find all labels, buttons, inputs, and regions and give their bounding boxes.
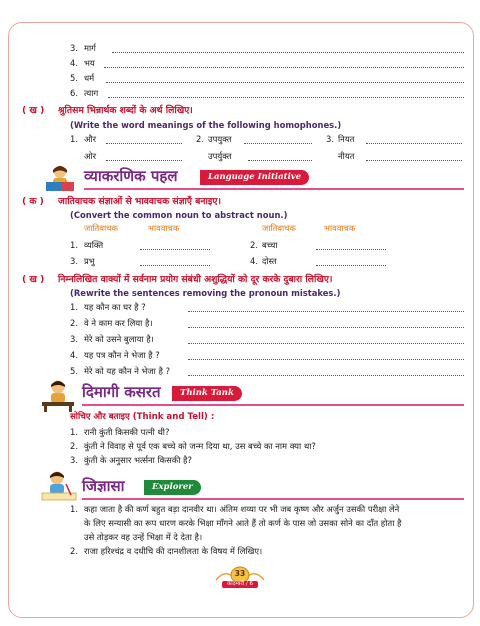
item-text-line: उसे तोड़कर वह उन्हें भिक्षा में दे देता है। bbox=[84, 532, 203, 542]
column-header: जातिवाचक bbox=[262, 223, 296, 233]
list-num: 5. bbox=[70, 73, 78, 83]
item-sentence: मेरे को यह कौन ने भेजा है ? bbox=[84, 366, 171, 376]
item-num: 3. bbox=[70, 334, 78, 344]
item-word: प्रभु bbox=[84, 256, 95, 266]
banner-title: जिज्ञासा bbox=[82, 477, 125, 495]
answer-line[interactable] bbox=[188, 311, 464, 312]
item-word: दोस्त bbox=[262, 256, 277, 266]
think-heading: सोचिए और बताइए (Think and Tell) : bbox=[70, 412, 215, 422]
section-english: (Rewrite the sentences removing the pronoun mistakes.) bbox=[70, 288, 341, 298]
item-sentence: वे ने काम कर लिया है। bbox=[84, 318, 153, 328]
answer-line[interactable] bbox=[112, 52, 464, 53]
answer-line[interactable] bbox=[106, 160, 182, 161]
item-question: रानी कुंती किसकी पत्नी थी? bbox=[84, 427, 170, 437]
answer-line[interactable] bbox=[106, 143, 182, 144]
column-header: भाववाचक bbox=[148, 223, 180, 233]
item-num: 5. bbox=[70, 366, 78, 376]
item-text-line: राजा हरिश्चंद्र व दधीचि की दानशीलता के विषय में लिखिए। bbox=[84, 546, 263, 556]
item-num: 2. bbox=[70, 546, 78, 556]
list-num: 3. bbox=[70, 43, 78, 53]
page-number: 33 bbox=[234, 569, 246, 578]
answer-line[interactable] bbox=[188, 375, 464, 376]
section-title: निम्नलिखित वाक्यों में सर्वनाम प्रयोग संबंधी अशुद्धियों को दूर करके दुबारा लिखिए। bbox=[58, 274, 333, 285]
item-word: नीयत bbox=[338, 151, 355, 161]
item-word: ओर bbox=[84, 151, 96, 161]
list-word: त्याग bbox=[84, 88, 99, 98]
item-num: 3. bbox=[326, 134, 334, 144]
item-sentence: यह कौन का घर है ? bbox=[84, 302, 146, 312]
item-text-line: कहा जाता है की कर्ण बहुत बड़ा दानवीर था। अंतिम शय्या पर भी जब कृष्ण और अर्जुन उसकी परीक्षा लेने bbox=[84, 504, 400, 514]
item-num: 2. bbox=[196, 134, 204, 144]
item-question: कुंती ने विवाह से पूर्व एक बच्चे को जन्म दिया था, उस बच्चे का नाम क्या था? bbox=[84, 441, 316, 451]
banner-title: दिमागी कसरत bbox=[82, 383, 161, 401]
banner-tag: Language Initiative bbox=[200, 170, 309, 185]
writing-student-icon bbox=[40, 470, 78, 502]
item-num: 1. bbox=[70, 134, 78, 144]
answer-line[interactable] bbox=[366, 143, 462, 144]
item-word: और bbox=[84, 134, 96, 144]
list-num: 4. bbox=[70, 58, 78, 68]
item-num: 1. bbox=[70, 302, 78, 312]
section-title: जातिवाचक संज्ञाओं से भाववाचक संज्ञाएँ बनाइए। bbox=[58, 196, 221, 207]
section-label: ( ख ) bbox=[22, 105, 45, 116]
item-num: 1. bbox=[70, 504, 78, 514]
list-word: धर्म bbox=[84, 73, 95, 83]
item-sentence: मेरे को उसने बुलाया है। bbox=[84, 334, 154, 344]
book-name: कादम्बरी / 6 bbox=[226, 581, 254, 587]
item-word: बच्चा bbox=[262, 240, 278, 250]
item-text-line: के लिए सन्यासी का रूप धारण करके भिक्षा माँगने आते हैं तो कर्ण के पास जो उसका सोने का दाँत होता है bbox=[84, 518, 402, 528]
reading-girl-icon bbox=[40, 164, 78, 194]
column-header: जातिवाचक bbox=[84, 223, 118, 233]
item-num: 2. bbox=[250, 240, 258, 250]
item-num: 1. bbox=[70, 240, 78, 250]
banner-underline bbox=[82, 404, 464, 406]
item-num: 2. bbox=[70, 441, 78, 451]
answer-line[interactable] bbox=[104, 67, 464, 68]
answer-line[interactable] bbox=[316, 265, 386, 266]
answer-line[interactable] bbox=[316, 249, 386, 250]
item-word: नियत bbox=[338, 134, 355, 144]
section-label: ( ख ) bbox=[22, 274, 45, 285]
list-num: 6. bbox=[70, 88, 78, 98]
section-english: (Convert the common noun to abstract noun.) bbox=[70, 210, 288, 220]
item-num: 1. bbox=[70, 427, 78, 437]
answer-line[interactable] bbox=[188, 343, 464, 344]
item-word: व्यक्ति bbox=[84, 240, 104, 250]
item-num: 4. bbox=[70, 350, 78, 360]
answer-line[interactable] bbox=[244, 143, 312, 144]
answer-line[interactable] bbox=[108, 97, 464, 98]
list-word: भय bbox=[84, 58, 95, 68]
page-number-badge bbox=[214, 566, 266, 588]
banner-underline bbox=[82, 498, 464, 500]
banner-tag: Explorer bbox=[144, 480, 201, 495]
item-num: 3. bbox=[70, 256, 78, 266]
banner-tag: Think Tank bbox=[172, 386, 242, 401]
item-word: उपर्युक्त bbox=[208, 151, 232, 161]
list-word: मार्ग bbox=[84, 43, 96, 53]
item-question: कुंती के अनुसार भर्त्सना किसकी है? bbox=[84, 455, 192, 465]
banner-underline bbox=[84, 188, 464, 190]
item-num: 4. bbox=[250, 256, 258, 266]
answer-line[interactable] bbox=[140, 265, 210, 266]
answer-line[interactable] bbox=[188, 359, 464, 360]
item-sentence: यह पत्र कौन ने भेजा है ? bbox=[84, 350, 160, 360]
item-num: 3. bbox=[70, 455, 78, 465]
answer-line[interactable] bbox=[248, 160, 312, 161]
section-title: श्रुतिसम भिन्नार्थक शब्दों के अर्थ लिखिए। bbox=[58, 105, 193, 116]
section-label: ( क ) bbox=[22, 196, 44, 207]
banner-title: व्याकरणिक पहल bbox=[84, 167, 178, 185]
thinking-student-icon bbox=[40, 378, 76, 412]
answer-line[interactable] bbox=[140, 249, 210, 250]
item-word: उपयुक्त bbox=[208, 134, 232, 144]
answer-line[interactable] bbox=[366, 160, 462, 161]
column-header: भाववाचक bbox=[324, 223, 356, 233]
answer-line[interactable] bbox=[188, 327, 464, 328]
answer-line[interactable] bbox=[106, 82, 464, 83]
section-english: (Write the word meanings of the following homophones.) bbox=[70, 120, 342, 130]
item-num: 2. bbox=[70, 318, 78, 328]
